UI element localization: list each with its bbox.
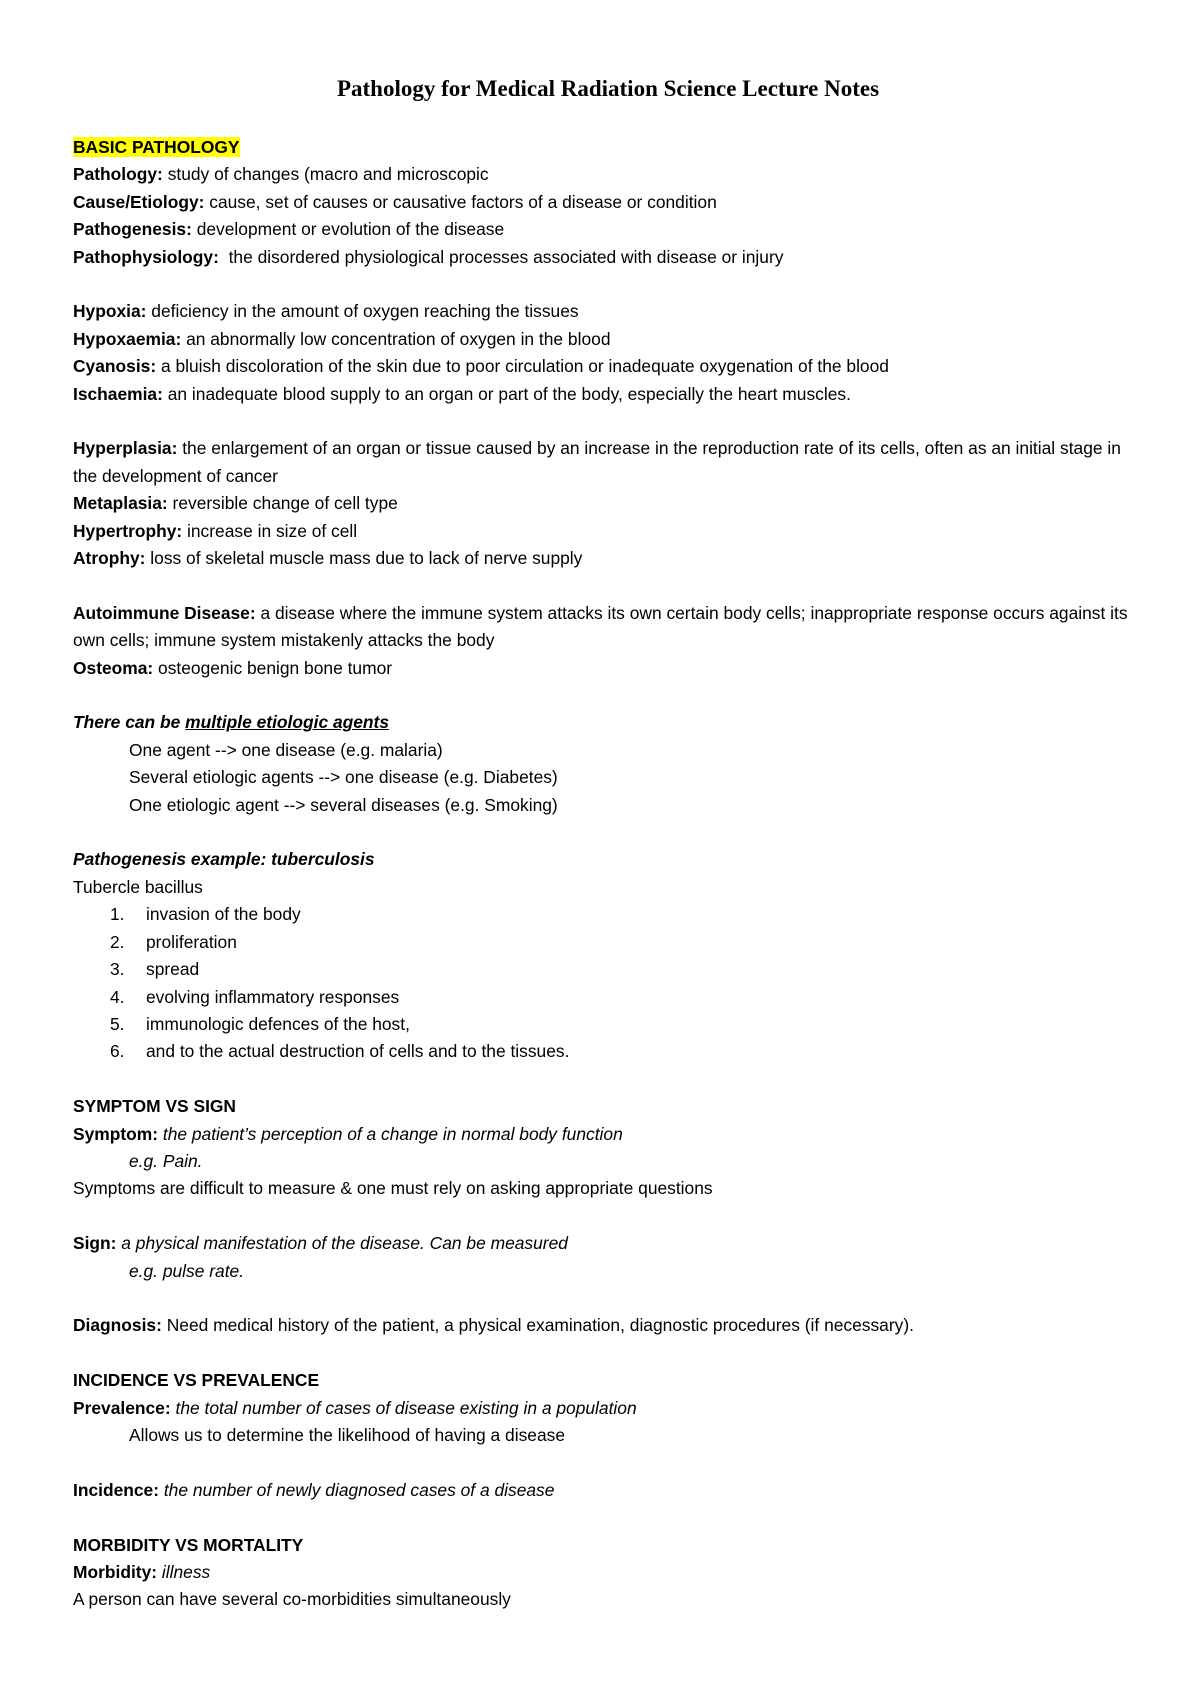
definition: a bluish discoloration of the skin due to poor circulation or inadequate oxygenation of the blood <box>156 356 889 377</box>
definition: an abnormally low concentration of oxygen in the blood <box>181 328 611 349</box>
list-text: proliferation <box>146 931 237 952</box>
heading-text: SYMPTOM VS SIGN <box>73 1096 236 1117</box>
list-number: 3. <box>110 959 125 980</box>
definition-metaplasia <box>73 490 1143 517</box>
intro-emphasis: multiple etiologic agents <box>185 712 390 733</box>
list-number: 6. <box>110 1041 125 1062</box>
definition: the disordered physiological processes associated with disease or injury <box>218 246 784 267</box>
definition: osteogenic benign bone tumor <box>153 657 393 678</box>
definition-atrophy <box>73 545 1143 572</box>
definition-sign <box>73 1230 1143 1257</box>
spacer <box>73 1285 1143 1312</box>
definition: a disease where the immune system attacks its own certain body cells; inappropriate response occurs against its own cells; immune system mistakenly attacks the body <box>73 602 1128 651</box>
intro-text: There can be <box>73 712 186 733</box>
definition-prevalence <box>73 1395 1143 1422</box>
term: Atrophy: <box>73 548 146 569</box>
definition: the patient’s perception of a change in normal body function <box>158 1123 623 1144</box>
section-heading-basic-pathology <box>73 134 1143 161</box>
definition: development or evolution of the disease <box>191 219 505 240</box>
list-item <box>73 984 1143 1011</box>
list-text: invasion of the body <box>146 904 301 925</box>
list-number: 2. <box>110 931 125 952</box>
list-number: 1. <box>110 904 125 925</box>
definition: increase in size of cell <box>182 520 358 541</box>
definition-osteoma <box>73 655 1143 682</box>
definition-hyperplasia <box>73 435 1143 490</box>
definition-pathology <box>73 161 1143 188</box>
symptom-example <box>73 1148 1143 1175</box>
document-title: Pathology for Medical Radiation Science Lecture Notes <box>336 76 880 101</box>
definition-cyanosis <box>73 353 1143 380</box>
list-text: and to the actual destruction of cells and to the tissues. <box>146 1041 570 1062</box>
list-text: immunologic defences of the host, <box>146 1013 410 1034</box>
spacer <box>73 1066 1143 1093</box>
tuberculosis-steps-list <box>73 901 1143 1065</box>
term: Osteoma: <box>73 657 154 678</box>
definition: deficiency in the amount of oxygen reaching the tissues <box>146 301 579 322</box>
definition-autoimmune-disease <box>73 600 1143 655</box>
definition-pathogenesis <box>73 216 1143 243</box>
spacer <box>73 1340 1143 1367</box>
spacer <box>73 1504 1143 1531</box>
definition: the number of newly diagnosed cases of a disease <box>159 1479 555 1500</box>
term: Incidence: <box>73 1479 160 1500</box>
term: Pathogenesis: <box>73 219 192 240</box>
etiologic-item: One agent --> one disease (e.g. malaria) <box>129 739 443 760</box>
term: Pathology: <box>73 164 163 185</box>
list-item <box>73 929 1143 956</box>
definition: Need medical history of the patient, a physical examination, diagnostic procedures (if necessary). <box>161 1315 914 1336</box>
term: Metaplasia: <box>73 493 168 514</box>
definition: cause, set of causes or causative factors of a disease or condition <box>204 191 717 212</box>
example-text: e.g. Pain. <box>129 1150 203 1171</box>
term: Hyperplasia: <box>73 438 178 459</box>
definition: illness <box>157 1561 211 1582</box>
spacer <box>73 819 1143 846</box>
section-heading-symptom-vs-sign <box>73 1093 1143 1120</box>
list-number: 4. <box>110 986 125 1007</box>
tuberculosis-subject: Tubercle bacillus <box>73 876 203 897</box>
spacer <box>73 271 1143 298</box>
list-item <box>73 956 1143 983</box>
document-body <box>73 134 1143 1614</box>
etiologic-item: Several etiologic agents --> one disease (e.g. Diabetes) <box>129 767 558 788</box>
definition-hypertrophy <box>73 518 1143 545</box>
definition-cause-etiology <box>73 189 1143 216</box>
list-text: evolving inflammatory responses <box>146 986 400 1007</box>
sign-example <box>73 1258 1143 1285</box>
term: Cause/Etiology: <box>73 191 205 212</box>
spacer <box>73 408 1143 435</box>
term: Ischaemia: <box>73 383 163 404</box>
term: Morbidity: <box>73 1561 158 1582</box>
pathogenesis-example-heading <box>73 846 1143 873</box>
definition: reversible change of cell type <box>167 493 398 514</box>
prevalence-note: Allows us to determine the likelihood of having a disease <box>129 1424 565 1445</box>
definition-incidence <box>73 1477 1143 1504</box>
definition-pathophysiology <box>73 244 1143 271</box>
highlighted-heading: BASIC PATHOLOGY <box>73 137 240 157</box>
term: Diagnosis: <box>73 1315 162 1336</box>
definition-symptom <box>73 1121 1143 1148</box>
definition-hypoxia <box>73 298 1143 325</box>
spacer <box>73 1449 1143 1476</box>
definition: the total number of cases of disease existing in a population <box>170 1397 637 1418</box>
heading-text: MORBIDITY VS MORTALITY <box>73 1534 304 1555</box>
spacer <box>73 572 1143 599</box>
term: Autoimmune Disease: <box>73 602 256 623</box>
definition: an inadequate blood supply to an organ or part of the body, especially the heart muscles. <box>162 383 851 404</box>
section-heading-morbidity-vs-mortality <box>73 1532 1143 1559</box>
list-number: 5. <box>110 1013 125 1034</box>
term: Prevalence: <box>73 1397 171 1418</box>
section-heading-incidence-vs-prevalence <box>73 1367 1143 1394</box>
term: Pathophysiology: <box>73 246 219 267</box>
morbidity-note: A person can have several co-morbidities simultaneously <box>73 1589 511 1610</box>
definition-diagnosis <box>73 1312 1143 1339</box>
definition-morbidity <box>73 1559 1143 1586</box>
list-item <box>73 901 1143 928</box>
etiologic-item: One etiologic agent --> several diseases (e.g. Smoking) <box>129 794 558 815</box>
term: Sign: <box>73 1233 117 1254</box>
term: Hypoxia: <box>73 301 147 322</box>
definition-hypoxaemia <box>73 326 1143 353</box>
definition: loss of skeletal muscle mass due to lack of nerve supply <box>145 548 583 569</box>
spacer <box>73 1203 1143 1230</box>
definition: a physical manifestation of the disease. Can be measured <box>116 1233 568 1254</box>
spacer <box>73 682 1143 709</box>
list-item <box>73 1038 1143 1065</box>
term: Hypertrophy: <box>73 520 183 541</box>
example-text: e.g. pulse rate. <box>129 1260 245 1281</box>
etiologic-agents-intro <box>73 709 1143 736</box>
definition: the enlargement of an organ or tissue caused by an increase in the reproduction rate of its cells, often as an initial stage in the development of cancer <box>73 438 1121 486</box>
definition-ischaemia <box>73 381 1143 408</box>
term: Hypoxaemia: <box>73 328 182 349</box>
symptom-note: Symptoms are difficult to measure & one must rely on asking appropriate questions <box>73 1178 713 1199</box>
list-text: spread <box>146 959 200 980</box>
term: Symptom: <box>73 1123 159 1144</box>
term: Cyanosis: <box>73 356 157 377</box>
heading-text: INCIDENCE VS PREVALENCE <box>73 1370 320 1391</box>
list-item <box>73 1011 1143 1038</box>
heading-text: Pathogenesis example: tuberculosis <box>73 849 375 870</box>
definition: study of changes (macro and microscopic <box>162 164 489 185</box>
